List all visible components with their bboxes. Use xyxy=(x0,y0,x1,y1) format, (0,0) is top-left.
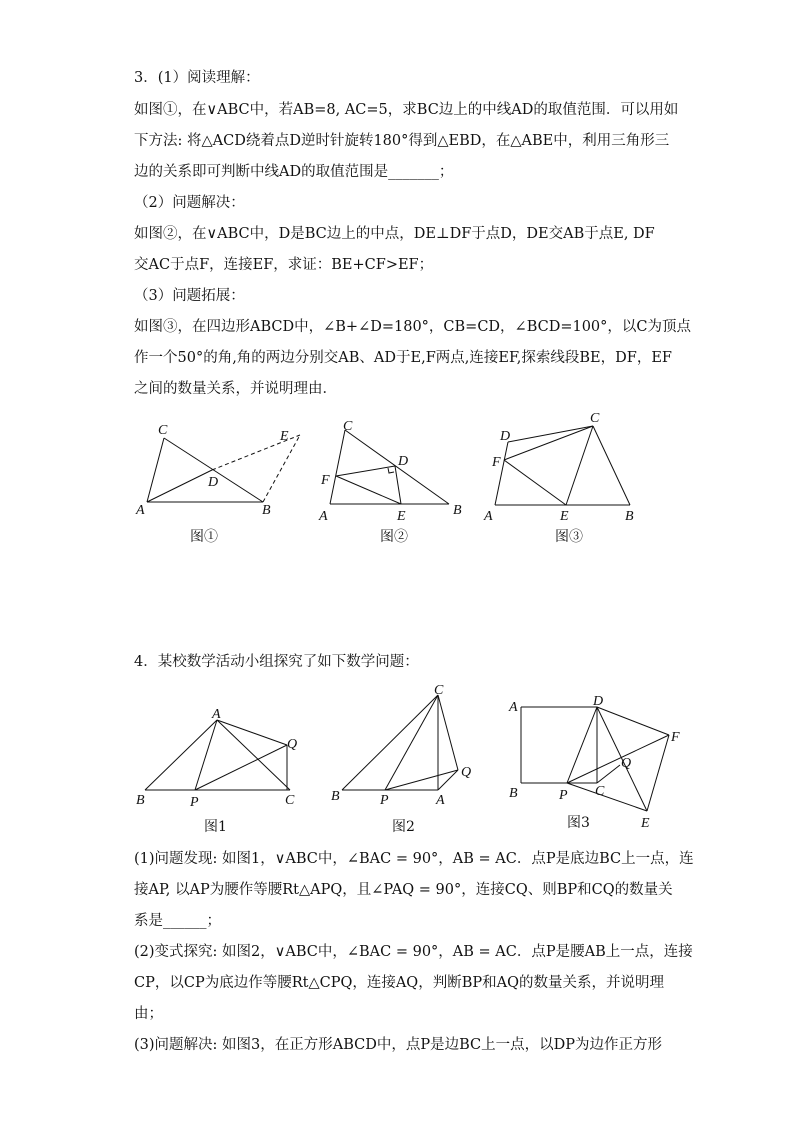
label-A: A xyxy=(319,509,328,524)
label-F: F xyxy=(492,455,501,470)
label-C: C xyxy=(595,784,605,799)
p4-figure-1 xyxy=(130,700,310,810)
label-A: A xyxy=(436,793,445,808)
label-D: D xyxy=(208,475,219,490)
p4-line-7: (3)问题解决: 如图3，在正方形ABCD中，点P是边BC上一点，以DP为边作正方形 xyxy=(134,1037,663,1053)
p4-fig2-caption: 图2 xyxy=(392,819,415,835)
label-C: C xyxy=(343,419,353,434)
p3-line-7: 交AC于点F，连接EF，求证：BE+CF>EF； xyxy=(134,257,434,273)
p4-line-4: (2)变式探究: 如图2，∨ABC中，∠BAC = 90°，AB = AC．点P是腰AB上一点，连接 xyxy=(134,944,693,960)
label-F: F xyxy=(321,473,330,488)
p3-line-6: 如图②，在∨ABC中，D是BC边上的中点，DE⊥DF于点D，DE交AB于点E, DF xyxy=(134,226,655,242)
p4-title: 4．某校数学活动小组探究了如下数学问题： xyxy=(134,654,419,670)
label-B: B xyxy=(509,786,518,801)
label-E: E xyxy=(560,509,569,524)
p3-figure-3 xyxy=(480,410,650,524)
p3-line-11: 之间的数量关系，并说明理由． xyxy=(134,381,337,397)
label-D: D xyxy=(398,454,409,469)
label-E: E xyxy=(641,816,650,831)
p4-figure-2 xyxy=(325,680,485,810)
label-Q: Q xyxy=(461,765,472,780)
label-C: C xyxy=(434,683,444,698)
p4-line-1: (1)问题发现: 如图1，∨ABC中，∠BAC = 90°，AB = AC．点P是底边BC上一点，连 xyxy=(134,851,694,867)
p3-line-10: 作一个50°的角,角的两边分别交AB、AD于E,F两点,连接EF,探索线段BE，DF，EF xyxy=(134,350,672,366)
p3-figure-1 xyxy=(130,420,310,520)
label-B: B xyxy=(453,503,462,518)
label-Q: Q xyxy=(621,756,632,771)
label-C: C xyxy=(158,423,168,438)
label-P: P xyxy=(559,788,568,803)
p3-figure-2 xyxy=(315,418,465,524)
label-C: C xyxy=(590,411,600,426)
p3-line-1: 3．(1）阅读理解： xyxy=(134,70,260,86)
p4-figure-3 xyxy=(505,695,695,830)
label-B: B xyxy=(625,509,634,524)
label-C: C xyxy=(285,793,295,808)
p3-fig2-caption: 图② xyxy=(380,529,408,545)
p3-line-4: 边的关系即可判断中线AD的取值范围是_______； xyxy=(134,164,454,180)
p3-line-3: 下方法: 将△ACD绕着点D逆时针旋转180°得到△EBD，在△ABE中，利用三角形三 xyxy=(134,133,670,149)
label-A: A xyxy=(484,509,493,524)
p3-line-9: 如图③，在四边形ABCD中，∠B+∠D=180°，CB=CD，∠BCD=100°，以C为顶点 xyxy=(134,319,692,335)
p4-line-6: 由； xyxy=(134,1006,163,1022)
p3-fig1-caption: 图① xyxy=(190,529,218,545)
p4-line-5: CP，以CP为底边作等腰Rt△CPQ，连接AQ，判断BP和AQ的数量关系，并说明理 xyxy=(134,975,664,991)
label-B: B xyxy=(331,789,340,804)
p3-line-2: 如图①，在∨ABC中，若AB=8, AC=5，求BC边上的中线AD的取值范围．可以用如 xyxy=(134,102,679,118)
p3-line-8: （3）问题拓展： xyxy=(134,288,245,304)
label-F: F xyxy=(671,730,680,745)
p4-fig3-caption: 图3 xyxy=(567,815,590,831)
label-Q: Q xyxy=(287,737,298,752)
p4-line-2: 接AP, 以AP为腰作等腰Rt△APQ，且∠PAQ = 90°，连接CQ、则BP和CQ的数量关 xyxy=(134,882,673,898)
label-B: B xyxy=(136,793,145,808)
label-P: P xyxy=(380,793,389,808)
label-E: E xyxy=(397,509,406,524)
label-A: A xyxy=(136,503,145,518)
label-A: A xyxy=(509,700,518,715)
p4-fig1-caption: 图1 xyxy=(204,819,227,835)
p4-line-3: 系是______； xyxy=(134,913,221,929)
label-E: E xyxy=(280,429,289,444)
label-D: D xyxy=(500,429,511,444)
label-D: D xyxy=(593,694,604,709)
p3-fig3-caption: 图③ xyxy=(555,529,583,545)
label-B: B xyxy=(262,503,271,518)
label-A: A xyxy=(212,707,221,722)
p3-line-5: （2）问题解决： xyxy=(134,195,245,211)
label-P: P xyxy=(190,795,199,810)
